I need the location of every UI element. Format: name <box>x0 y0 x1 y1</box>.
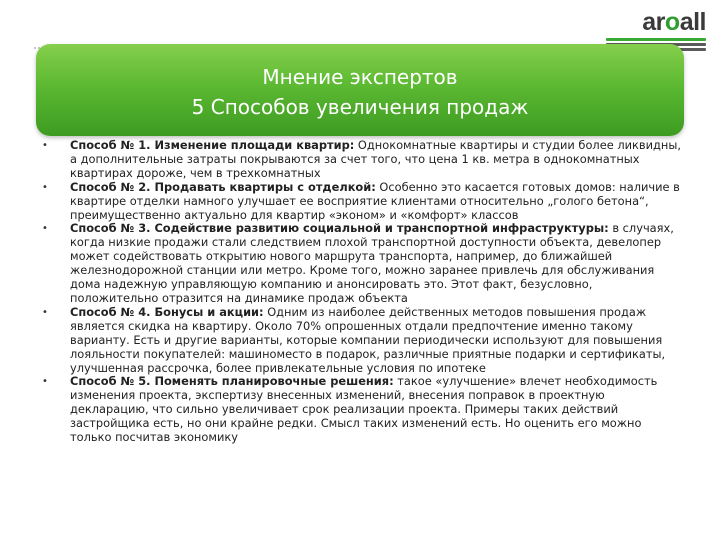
bullet-icon: • <box>42 306 48 318</box>
item-heading: Способ № 5. Поменять планировочные решения: <box>70 374 394 389</box>
methods-list <box>42 139 682 445</box>
item-heading: Способ № 3. Содействие развитию социальной и транспортной инфраструктуры: <box>70 221 609 236</box>
list-item <box>42 375 682 445</box>
list-item <box>42 139 682 181</box>
slide-title: Мнение экспертов <box>262 65 458 89</box>
title-banner <box>36 44 684 136</box>
item-heading: Способ № 1. Изменение площади квартир: <box>70 138 355 152</box>
item-text: Однокомнатные квартиры и студии более ликвидны, а дополнительные затраты покрываются за счет того, что цена 1 кв. метра в однокомнатных квартирах дороже, чем в трехкомнатных <box>70 138 681 180</box>
bullet-icon: • <box>42 181 48 193</box>
item-text: Одним из наиболее действенных методов повышения продаж является скидка на квартиру. Около 70% опрошенных отдали предпочтение именно такому варианту. Есть и другие варианты, которые компании периодически используют для повышения лояльности покупателей: машиноместо в подарок, различные приятные подарки и сертификаты, улучшенная рассрочка, более привлекательные условия по ипотеке <box>70 304 666 375</box>
bullet-icon: • <box>42 223 48 235</box>
bullet-icon: • <box>42 140 48 151</box>
item-text: Особенно это касается готовых домов: наличие в квартире отделки намного улучшает ее восприятие клиентами относительно „голого бетона“, преимущественно актуально для квартир «эконом» и «комфорт» классов <box>70 179 680 222</box>
item-text: в случаях, когда низкие продажи стали следствием плохой транспортной доступности объекта, девелопер может содействовать открытию нового маршрута транспорта, например, до ближайшей железнодорожной станции или метро. Кроме того, можно заранее привлечь для обслуживания дома надежную управляющую компанию и анонсировать это. Этот факт, безусловно, положительно отразится на динамике продаж объекта <box>70 221 674 305</box>
list-item <box>42 222 682 305</box>
list-item <box>42 306 682 376</box>
list-item <box>42 181 682 223</box>
item-heading: Способ № 2. Продавать квартиры с отделкой: <box>70 179 376 194</box>
item-text: такое «улучшение» влечет необходимость изменения проекта, экспертизу внесенных изменений, внесения поправок в проектную декларацию, что сильно увеличивает срок реализации проекта. Примеры таких действий застройщика есть, но они крайне редки. Смысл таких изменений есть. Но оценить его можно только посчитав экономику <box>70 374 658 445</box>
bullet-icon: • <box>42 376 48 388</box>
logo-wordmark: aroall <box>642 8 706 36</box>
item-heading: Способ № 4. Бонусы и акции: <box>70 304 264 319</box>
slide-subtitle: 5 Способов увеличения продаж <box>191 95 529 119</box>
